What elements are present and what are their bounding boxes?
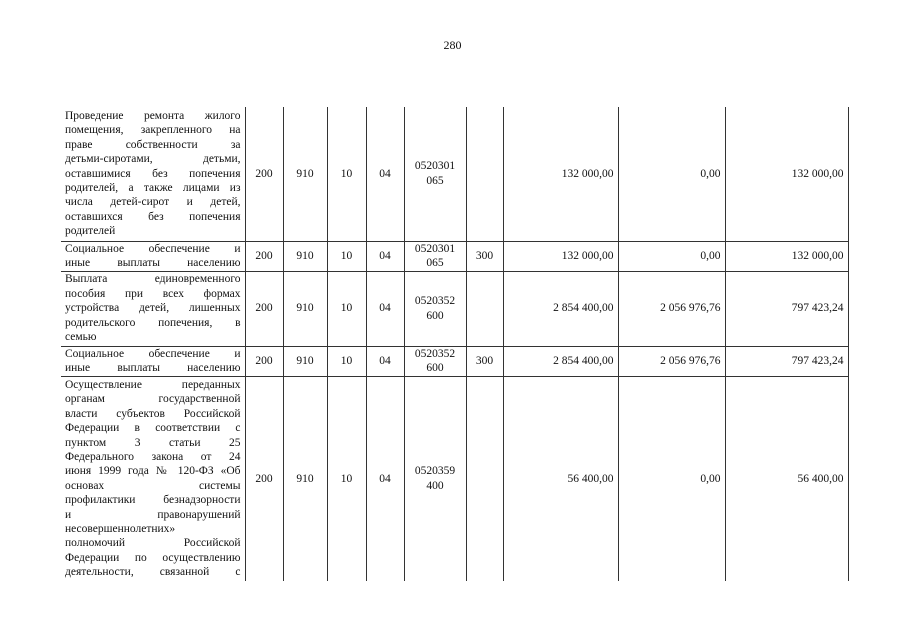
- row-name-line: полномочий Российской: [65, 537, 241, 550]
- row-expense-type: 300: [466, 241, 503, 271]
- row-name-line: и правонарушений: [65, 508, 241, 521]
- row-c1: 200: [245, 376, 283, 581]
- row-c3: 10: [327, 376, 366, 581]
- row-c3: 10: [327, 107, 366, 241]
- row-name-line: Федерации по осуществлению: [65, 551, 241, 564]
- row-name-line: профилактики безнадзорности: [65, 494, 241, 507]
- row-name-line: власти субъектов Российской: [65, 407, 241, 420]
- row-name-line: деятельности, связанной с: [65, 566, 241, 579]
- row-target-code: [404, 346, 466, 376]
- row-remaining-amount: 56 400,00: [725, 376, 848, 581]
- row-name-line: органам государственной: [65, 393, 241, 406]
- row-c2: 910: [283, 346, 327, 376]
- row-name: [61, 241, 245, 271]
- row-c2: 910: [283, 376, 327, 581]
- row-name: [61, 346, 245, 376]
- row-name-line: Выплата единовременного: [65, 273, 241, 286]
- row-remaining-amount: 797 423,24: [725, 271, 848, 346]
- row-remaining-amount: 132 000,00: [725, 107, 848, 241]
- row-name-line: Федерального закона от 24: [65, 450, 241, 463]
- row-c2: 910: [283, 271, 327, 346]
- row-target-code-line: 0520359: [414, 465, 456, 478]
- row-target-code-line: 0520352: [414, 347, 456, 360]
- row-target-code-line: 0520352: [414, 295, 456, 308]
- row-plan-amount: 132 000,00: [503, 241, 618, 271]
- budget-table: [61, 107, 849, 581]
- row-target-code-line: 065: [426, 257, 444, 269]
- row-target-code: [404, 241, 466, 271]
- row-name-line: родителей, а также лицами из: [65, 181, 241, 194]
- row-c2: 910: [283, 241, 327, 271]
- row-c3: 10: [327, 241, 366, 271]
- row-plan-amount: 2 854 400,00: [503, 271, 618, 346]
- row-target-code-line: 600: [426, 362, 444, 374]
- row-target-code: [404, 107, 466, 241]
- row-remaining-amount: 132 000,00: [725, 241, 848, 271]
- row-name-line: несовершеннолетних»: [65, 522, 176, 535]
- row-plan-amount: 2 854 400,00: [503, 346, 618, 376]
- row-name-line: родительского попечения, в: [65, 316, 241, 329]
- row-target-code-line: 0520301: [414, 242, 456, 255]
- table-row: [61, 271, 848, 346]
- row-executed-amount: 2 056 976,76: [618, 346, 725, 376]
- row-executed-amount: 2 056 976,76: [618, 271, 725, 346]
- row-c3: 10: [327, 271, 366, 346]
- row-target-code-line: 0520301: [414, 160, 456, 173]
- row-name-line: числа детей-сирот и детей,: [65, 196, 241, 209]
- row-name: [61, 376, 245, 581]
- row-executed-amount: 0,00: [618, 241, 725, 271]
- row-target-code-line: 065: [426, 174, 444, 187]
- table-row: [61, 346, 848, 376]
- row-c1: 200: [245, 271, 283, 346]
- row-c1: 200: [245, 107, 283, 241]
- row-remaining-amount: 797 423,24: [725, 346, 848, 376]
- row-plan-amount: 132 000,00: [503, 107, 618, 241]
- row-expense-type: 300: [466, 346, 503, 376]
- row-name-line: праве собственности за: [65, 138, 241, 151]
- row-name-line: Социальное обеспечение и: [65, 347, 241, 360]
- row-name-line: Проведение ремонта жилого: [65, 109, 241, 122]
- row-name: [61, 271, 245, 346]
- row-name: [61, 107, 245, 241]
- row-name-line: иные выплаты населению: [65, 362, 241, 374]
- row-target-code: [404, 376, 466, 581]
- row-name-line: семью: [65, 331, 97, 344]
- row-c3: 10: [327, 346, 366, 376]
- row-plan-amount: 56 400,00: [503, 376, 618, 581]
- page-number: 280: [443, 38, 462, 52]
- row-name-line: пособия при всех формах: [65, 287, 241, 300]
- row-c4: 04: [366, 376, 404, 581]
- row-c2: 910: [283, 107, 327, 241]
- row-c1: 200: [245, 241, 283, 271]
- row-c4: 04: [366, 346, 404, 376]
- row-name-line: пунктом 3 статьи 25: [65, 436, 241, 449]
- row-name-line: Федерации в соответствии с: [65, 422, 241, 435]
- table-row: [61, 107, 848, 241]
- row-target-code-line: 600: [426, 309, 444, 322]
- row-expense-type: [466, 376, 503, 581]
- row-name-line: Социальное обеспечение и: [65, 242, 241, 255]
- row-c4: 04: [366, 107, 404, 241]
- row-executed-amount: 0,00: [618, 376, 725, 581]
- row-c4: 04: [366, 241, 404, 271]
- table-row: [61, 241, 848, 271]
- table-row: [61, 376, 848, 581]
- row-name-line: родителей: [65, 225, 116, 238]
- row-target-code: [404, 271, 466, 346]
- row-expense-type: [466, 107, 503, 241]
- row-name-line: основах системы: [65, 479, 241, 492]
- row-executed-amount: 0,00: [618, 107, 725, 241]
- row-c1: 200: [245, 346, 283, 376]
- row-name-line: июня 1999 года № 120-ФЗ «Об: [65, 465, 241, 478]
- row-name-line: иные выплаты населению: [65, 257, 241, 269]
- row-expense-type: [466, 271, 503, 346]
- row-target-code-line: 400: [426, 479, 444, 492]
- row-name-line: устройства детей, лишенных: [65, 302, 241, 315]
- row-name-line: детьми-сиротами, детьми,: [65, 153, 241, 166]
- row-c4: 04: [366, 271, 404, 346]
- row-name-line: оставшихся без попечения: [65, 210, 241, 223]
- row-name-line: Осуществление переданных: [65, 378, 241, 391]
- row-name-line: оставшимися без попечения: [65, 167, 241, 180]
- row-name-line: помещения, закрепленного на: [65, 124, 241, 137]
